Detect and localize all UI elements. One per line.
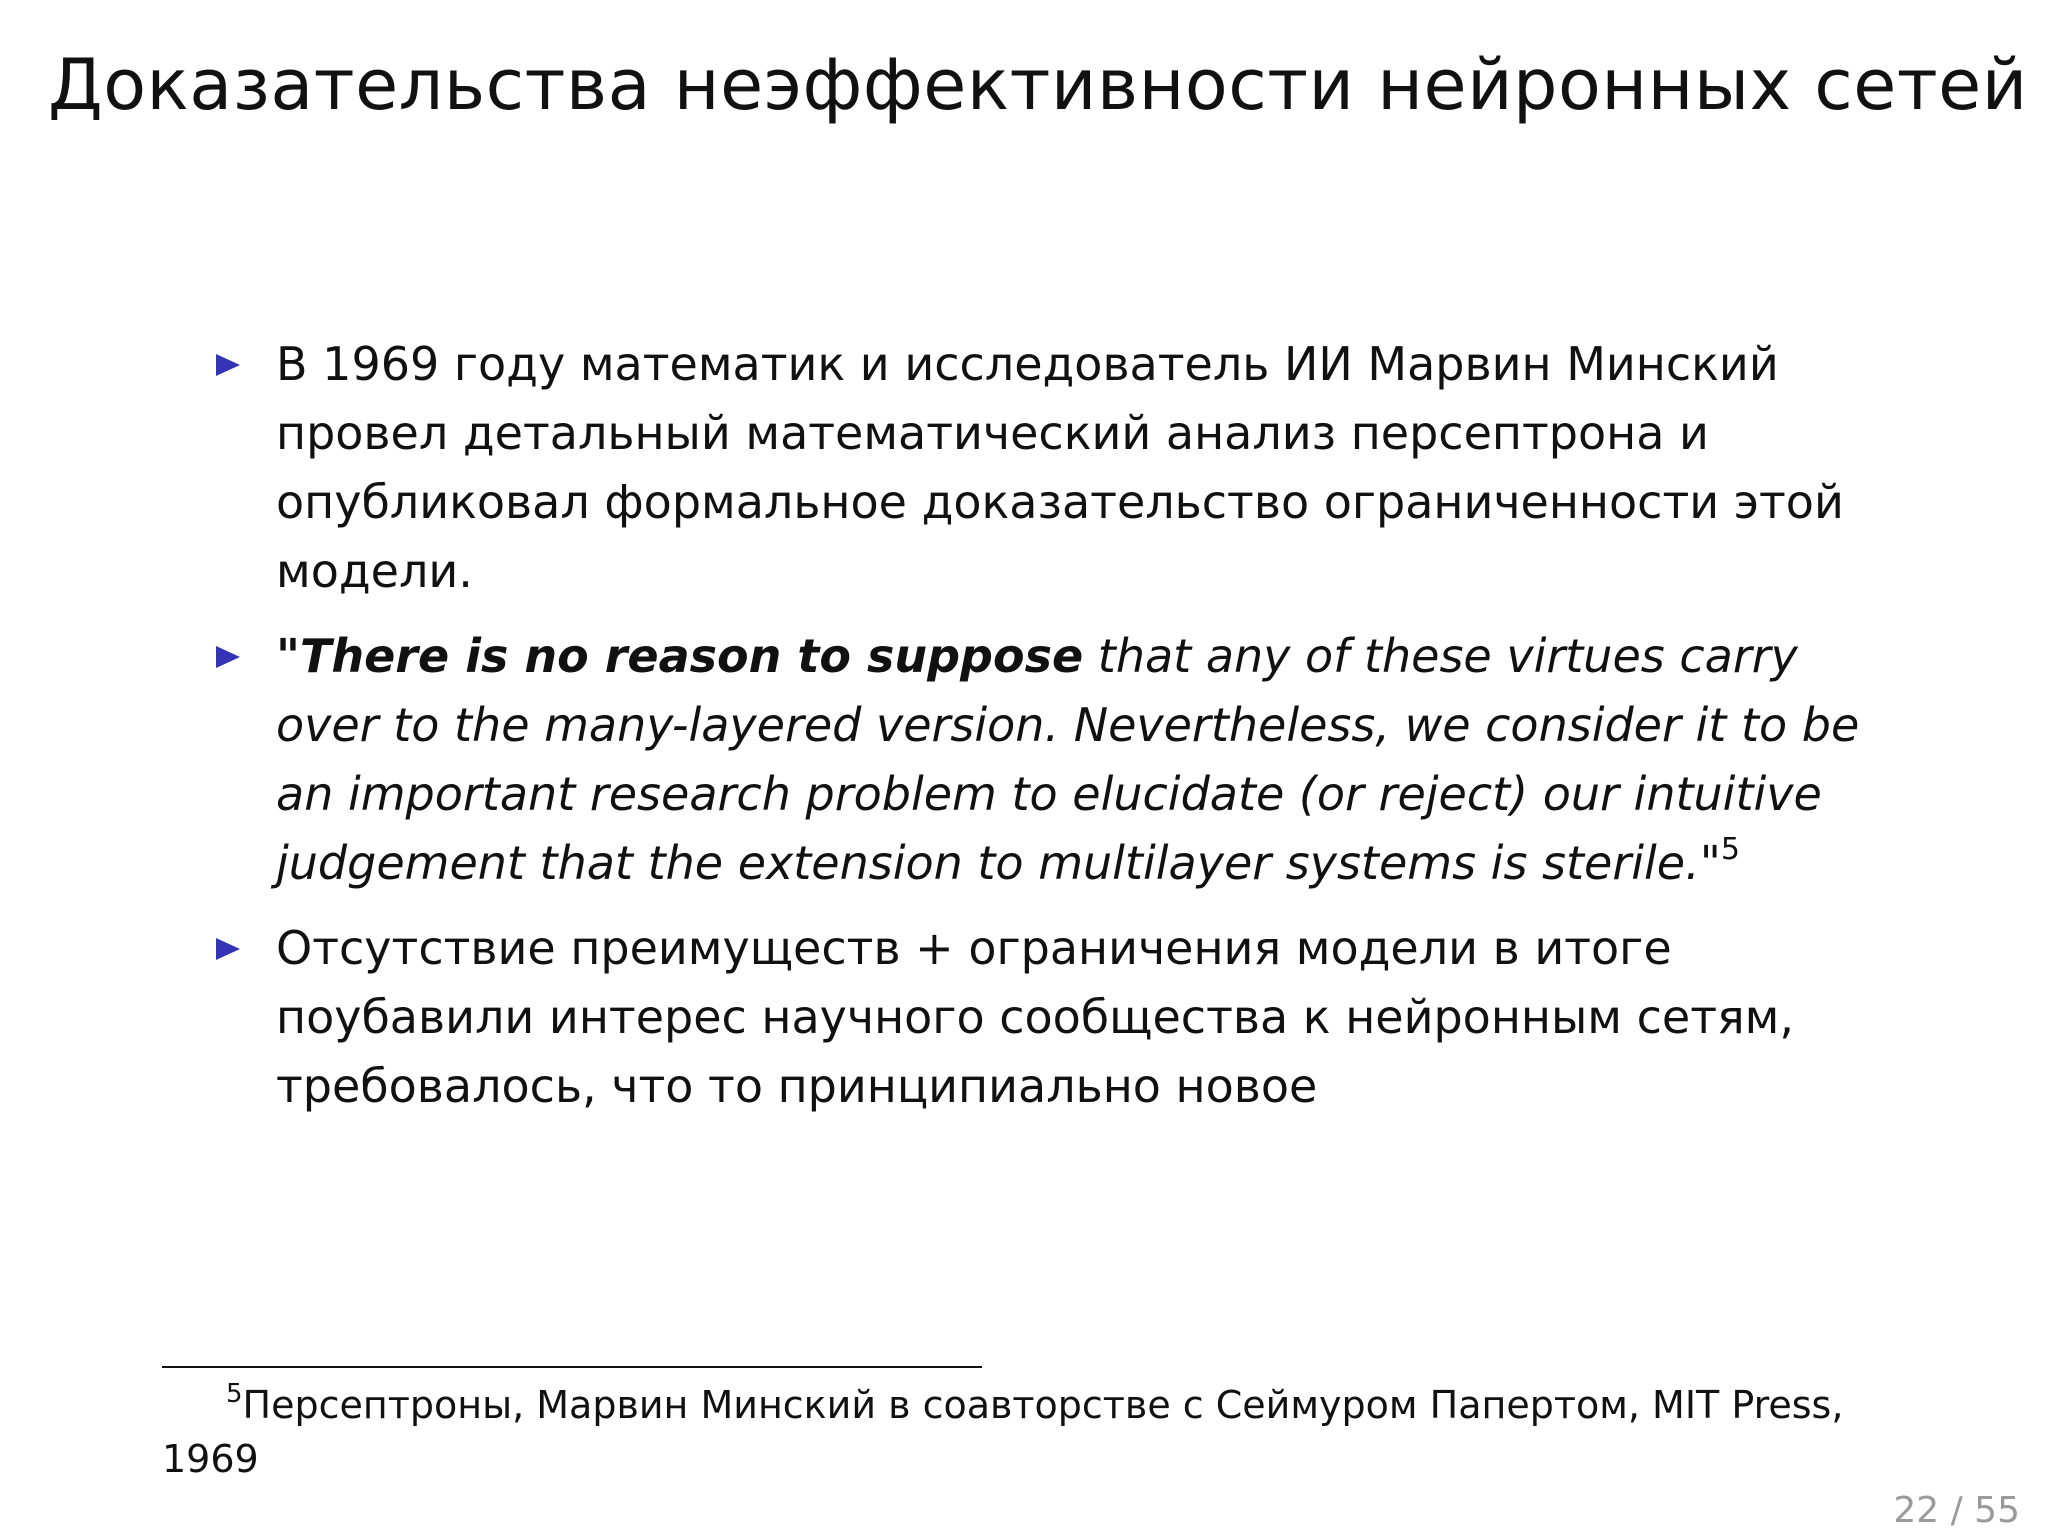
triangle-bullet-icon [216, 646, 240, 668]
footnote-reference[interactable]: 5 [1720, 832, 1740, 867]
bullet-text: В 1969 году математик и исследователь ИИ Марвин Минский провел детальный математический анализ персептрона и опубликовал формальное доказательство ограниченности этой модели. [276, 337, 1844, 598]
bullet-text: Отсутствие преимуществ + ограничения модели в итоге поубавили интерес научного сообщества к нейронным сетям, требовалось, что то принципиально новое [276, 921, 1794, 1113]
bullet-list [212, 330, 1892, 1137]
bullet-item-conclusion [212, 914, 1892, 1121]
triangle-bullet-icon [216, 354, 240, 376]
slide-title: Доказательства неэффективности нейронных сетей [48, 44, 2028, 126]
bullet-item-quote [212, 622, 1892, 898]
quote-text [276, 629, 1859, 890]
footnote-divider [162, 1366, 982, 1368]
quote-body: that any of these virtues carry over to the many-layered version. Nevertheless, we consider it to be an important research problem to elucidate (or reject) our intuitive judgement that the extension to multilayer systems is sterile." [276, 629, 1860, 890]
quote-emphasis: "There is no reason to suppose [276, 629, 1084, 683]
footnote-number: 5 [226, 1379, 243, 1409]
bullet-item-minsky-analysis [212, 330, 1892, 606]
footnote-text: Персептроны, Марвин Минский в соавторстве с Сеймуром Папертом, MIT Press, 1969 [162, 1383, 1844, 1481]
page-number: 22 / 55 [1893, 1490, 2020, 1531]
footnote [162, 1378, 1882, 1486]
triangle-bullet-icon [216, 938, 240, 960]
